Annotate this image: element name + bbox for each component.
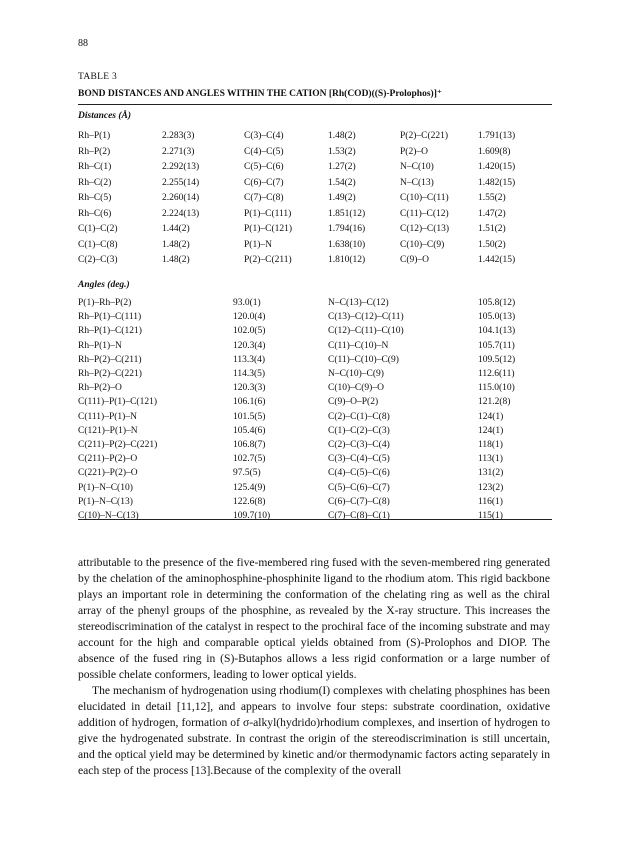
bond-label-cell: N–C(10) <box>400 162 434 172</box>
bond-label-cell: Rh–P(1)–C(111) <box>78 312 142 323</box>
bond-label-cell: C(5)–C(6)–C(7) <box>328 482 390 493</box>
bond-label-cell: P(1)–C(111) <box>244 208 292 219</box>
bond-value-cell: 106.1(6) <box>233 397 266 408</box>
angles-heading: Angles (deg.) <box>78 280 130 290</box>
bond-label-cell: Rh–P(1)–C(121) <box>78 326 142 337</box>
bond-label-cell: C(7)–C(8)–C(1) <box>328 511 390 521</box>
bond-label-cell: C(211)–P(2)–C(221) <box>78 440 158 450</box>
bond-label-cell: N–C(13) <box>400 177 434 188</box>
bond-value-cell: 1.51(2) <box>478 224 506 234</box>
bond-label-cell: C(12)–C(11)–C(10) <box>328 326 404 337</box>
bond-label-cell: C(11)–C(10)–C(9) <box>328 354 399 365</box>
bond-label-cell: C(12)–C(13) <box>400 224 450 234</box>
bond-label-cell: Rh–P(2)–C(211) <box>78 354 142 365</box>
bond-value-cell: 2.292(13) <box>162 162 200 172</box>
bond-value-cell: 1.27(2) <box>328 162 356 172</box>
bond-value-cell: 1.48(2) <box>328 131 356 141</box>
bond-value-cell: 120.0(4) <box>233 312 266 323</box>
bond-label-cell: P(1)–N–C(10) <box>78 482 133 493</box>
bond-value-cell: 124(1) <box>478 425 504 436</box>
bond-label-cell: Rh–P(1) <box>78 131 111 141</box>
bond-label-cell: C(3)–C(4)–C(5) <box>328 454 390 465</box>
bond-value-cell: 2.224(13) <box>162 208 200 219</box>
bond-label-cell: C(2)–C(3) <box>78 255 118 265</box>
table-label: TABLE 3 <box>78 72 118 82</box>
bond-value-cell: 115.0(10) <box>478 383 515 394</box>
bond-value-cell: 1.44(2) <box>162 224 190 234</box>
bond-label-cell: C(4)–C(5)–C(6) <box>328 468 390 479</box>
bond-label-cell: C(5)–C(6) <box>244 162 284 172</box>
bond-value-cell: 1.482(15) <box>478 177 516 188</box>
bond-label-cell: P(2)–C(221) <box>400 131 449 141</box>
bond-value-cell: 1.54(2) <box>328 177 356 188</box>
bond-label-cell: C(13)–C(12)–C(11) <box>328 312 404 323</box>
bond-value-cell: 1.791(13) <box>478 131 516 141</box>
bond-value-cell: 118(1) <box>478 440 503 450</box>
bond-value-cell: 131(2) <box>478 468 504 479</box>
bond-value-cell: 109.7(10) <box>233 511 271 521</box>
bond-label-cell: Rh–C(5) <box>78 193 112 203</box>
bond-value-cell: 123(2) <box>478 482 504 493</box>
bond-label-cell: C(111)–P(1)–N <box>78 411 137 422</box>
bond-value-cell: 121.2(8) <box>478 397 511 408</box>
bond-label-cell: C(9)–O <box>400 255 430 265</box>
bond-label-cell: C(10)–C(11) <box>400 193 449 203</box>
bond-value-cell: 112.6(11) <box>478 369 515 379</box>
bond-label-cell: C(111)–P(1)–C(121) <box>78 397 157 408</box>
bond-value-cell: 109.5(12) <box>478 354 516 365</box>
bond-value-cell: 116(1) <box>478 496 503 507</box>
bond-label-cell: C(11)–C(12) <box>400 208 449 219</box>
bond-label-cell: C(6)–C(7) <box>244 177 284 188</box>
bond-value-cell: 113.3(4) <box>233 354 266 365</box>
distances-heading: Distances (Å) <box>78 111 132 121</box>
bond-value-cell: 1.48(2) <box>162 255 190 265</box>
bond-value-cell: 1.810(12) <box>328 255 366 265</box>
bond-label-cell: C(10)–C(9) <box>400 239 445 250</box>
bond-label-cell: C(221)–P(2)–O <box>78 468 138 479</box>
bond-label-cell: Rh–P(2) <box>78 146 111 157</box>
bond-value-cell: 120.3(4) <box>233 340 266 351</box>
bond-label-cell: C(2)–C(1)–C(8) <box>328 411 390 422</box>
bond-label-cell: P(1)–Rh–P(2) <box>78 298 132 308</box>
bond-label-cell: C(6)–C(7)–C(8) <box>328 496 390 507</box>
bond-value-cell: 120.3(3) <box>233 383 266 394</box>
bond-value-cell: 1.48(2) <box>162 239 190 250</box>
bond-label-cell: C(1)–C(2)–C(3) <box>328 425 390 436</box>
bond-label-cell: P(1)–N–C(13) <box>78 496 133 507</box>
bond-value-cell: 101.5(5) <box>233 411 266 422</box>
bond-label-cell: C(121)–P(1)–N <box>78 425 138 436</box>
bond-value-cell: 106.8(7) <box>233 440 266 450</box>
bond-value-cell: 113(1) <box>478 454 503 465</box>
bond-value-cell: 1.55(2) <box>478 193 506 203</box>
bond-label-cell: C(11)–C(10)–N <box>328 340 389 351</box>
bond-value-cell: 105.8(12) <box>478 298 516 308</box>
bond-label-cell: N–C(13)–C(12) <box>328 298 389 308</box>
bond-value-cell: 1.794(16) <box>328 224 366 234</box>
bond-value-cell: 1.47(2) <box>478 208 506 219</box>
bond-value-cell: 125.4(9) <box>233 482 266 493</box>
bond-label-cell: Rh–P(1)–N <box>78 340 122 351</box>
bond-value-cell: 2.260(14) <box>162 193 200 203</box>
bond-value-cell: 1.609(8) <box>478 146 511 157</box>
body-paragraph: The mechanism of hydrogenation using rhodium(I) complexes with chelating phosphines has been elucidated in detail [11,12], and appears to involve four steps: substrate coordination, oxidative addition of hydrogen, formation of σ-alkyl(hydrido)rhodium complexes, and insertion of hydrogen to give the hydrogenated substrate. In contrast the origin of the stereodiscrimination is still uncertain, and the optical yield may be determined by kinetic and/or thermodynamic factors acting separately in each step of the process [13].Because of the complexity of the overall <box>78 684 550 777</box>
bond-label-cell: Rh–C(1) <box>78 162 112 172</box>
bond-value-cell: 1.442(15) <box>478 255 516 265</box>
bond-label-cell: P(1)–C(121) <box>244 224 293 234</box>
bond-value-cell: 1.420(15) <box>478 162 516 172</box>
bond-label-cell: C(10)–N–C(13) <box>78 511 139 521</box>
bond-label-cell: C(10)–C(9)–O <box>328 383 384 394</box>
bond-label-cell: C(3)–C(4) <box>244 131 284 141</box>
body-text <box>78 555 550 779</box>
bond-label-cell: P(2)–C(211) <box>244 255 292 265</box>
bond-value-cell: 1.851(12) <box>328 208 366 219</box>
bond-value-cell: 105.4(6) <box>233 425 266 436</box>
bond-label-cell: C(1)–C(2) <box>78 224 118 234</box>
bond-value-cell: 1.638(10) <box>328 239 366 250</box>
bond-value-cell: 102.0(5) <box>233 326 266 337</box>
bond-label-cell: P(2)–O <box>400 146 428 157</box>
table-top-rule <box>78 104 552 105</box>
bond-value-cell: 105.7(11) <box>478 340 515 351</box>
bond-value-cell: 105.0(13) <box>478 312 516 323</box>
bond-label-cell: C(2)–C(3)–C(4) <box>328 440 390 450</box>
bond-value-cell: 1.49(2) <box>328 193 356 203</box>
bond-label-cell: Rh–P(2)–C(221) <box>78 369 142 379</box>
bond-value-cell: 102.7(5) <box>233 454 266 465</box>
bond-label-cell: C(4)–C(5) <box>244 146 284 157</box>
bond-value-cell: 2.271(3) <box>162 146 195 157</box>
bond-label-cell: C(7)–C(8) <box>244 193 284 203</box>
bond-label-cell: N–C(10)–C(9) <box>328 369 384 379</box>
bond-value-cell: 124(1) <box>478 411 504 422</box>
page-number: 88 <box>78 38 88 49</box>
bond-value-cell: 115(1) <box>478 511 503 521</box>
bond-value-cell: 122.6(8) <box>233 496 266 507</box>
bond-value-cell: 97.5(5) <box>233 468 261 479</box>
bond-label-cell: Rh–C(2) <box>78 177 112 188</box>
bond-value-cell: 1.50(2) <box>478 239 506 250</box>
table-bottom-rule <box>78 519 552 520</box>
bond-label-cell: C(1)–C(8) <box>78 239 118 250</box>
bond-value-cell: 93.0(1) <box>233 298 261 308</box>
bond-label-cell: C(9)–O–P(2) <box>328 397 379 408</box>
bond-label-cell: P(1)–N <box>244 239 272 250</box>
table-caption: BOND DISTANCES AND ANGLES WITHIN THE CATION [Rh(COD)((S)-Prolophos)]⁺ <box>78 89 442 99</box>
bond-label-cell: Rh–P(2)–O <box>78 383 122 394</box>
bond-value-cell: 114.3(5) <box>233 369 266 379</box>
body-paragraph: attributable to the presence of the five-membered ring fused with the seven-membered ring generated by the chelation of the aminophosphine-phosphinite ligand to the rhodium atom. This rigid backbone plays an important role in determining the conformation of the chelating ring as well as the chiral array of the phenyl groups of the phosphine, as revealed by the X-ray structure. This increases the stereodiscrimination of the catalyst in respect to the prochiral face of the incoming substrate and may account for the high and comparable optical yields obtained from (S)-Prolophos and DIOP. The absence of the fused ring in (S)-Butaphos allows a less rigid conformation or a large number of possible chelate conformers, leading to lower optical yields. <box>78 556 550 681</box>
bond-value-cell: 2.283(3) <box>162 131 195 141</box>
bond-label-cell: Rh–C(6) <box>78 208 112 219</box>
bond-value-cell: 1.53(2) <box>328 146 356 157</box>
bond-label-cell: C(211)–P(2)–O <box>78 454 138 465</box>
bond-value-cell: 2.255(14) <box>162 177 200 188</box>
bond-value-cell: 104.1(13) <box>478 326 516 337</box>
